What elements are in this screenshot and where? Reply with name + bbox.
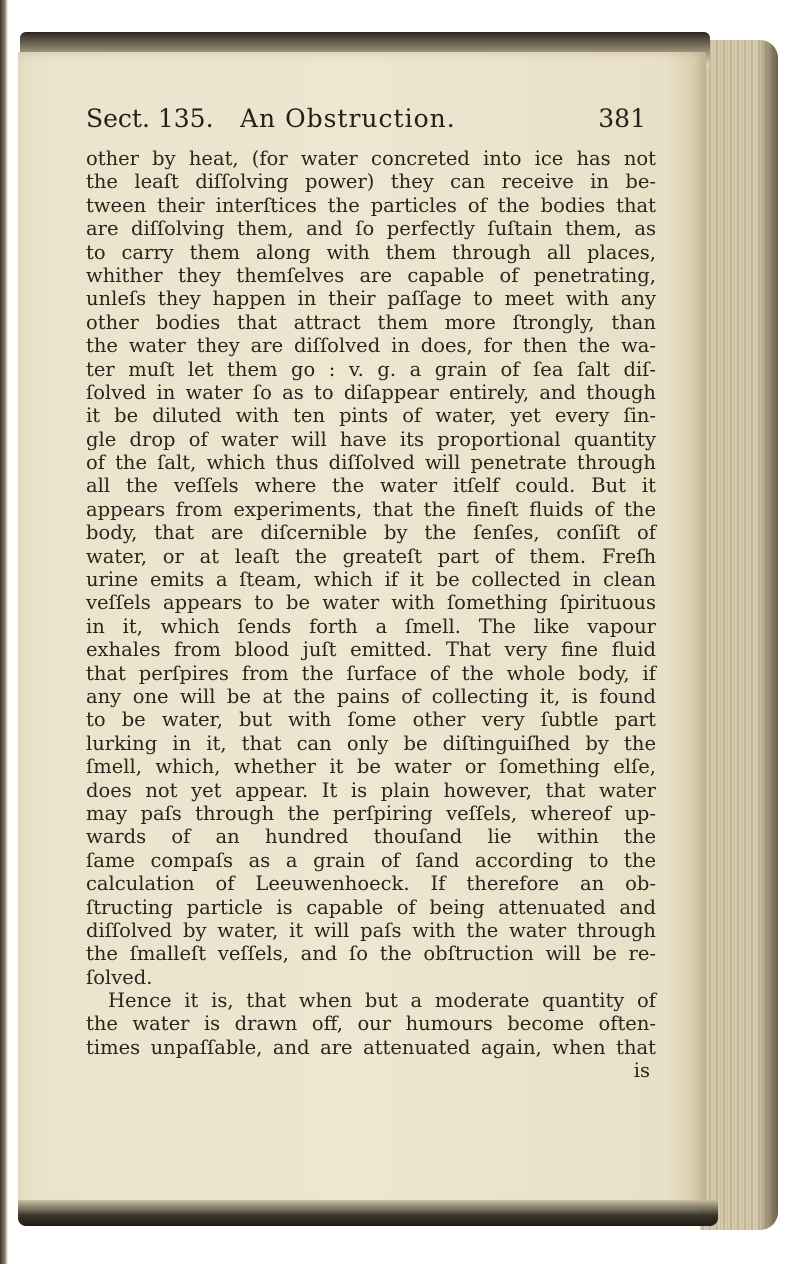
text-line: lurking in it, that can only be diſtinguiſhed by the [86, 731, 656, 755]
text-line: ter muſt let them go : v. g. a grain of ſea ſalt diſ- [86, 357, 656, 381]
text-line: water, or at leaſt the greateſt part of them. Freſh [86, 544, 656, 568]
text-line: the ſmalleſt veſſels, and ſo the obſtruction will be re- [86, 942, 656, 966]
catchword: is [633, 1059, 650, 1083]
text-line: ſtructing particle is capable of being attenuated and [86, 895, 656, 919]
text-line: any one will be at the pains of collecting it, is found [86, 684, 656, 708]
text-line: urine emits a ſteam, which if it be collected in clean [86, 568, 656, 592]
text-line: wards of an hundred thouſand lie within the [86, 825, 656, 849]
section-number: Sect. 135. [86, 104, 214, 133]
text-line: to be water, but with ſome other very ſubtle part [86, 708, 656, 732]
text-line: exhales from blood juſt emitted. That very fine fluid [86, 638, 656, 662]
text-line: all the veſſels where the water itſelf could. But it [86, 474, 656, 498]
text-line: ſolved in water ſo as to diſappear entirely, and though [86, 380, 656, 404]
running-head [86, 104, 646, 144]
text-line: other by heat, (for water concreted into ice has not [86, 147, 656, 170]
text-line: the leaſt diſſolving power) they can receive in be- [86, 170, 656, 194]
text-line: calculation of Leeuwenhoeck. If therefore an ob- [86, 872, 656, 896]
text-line: times unpaſſable, and are attenuated again, when that [86, 1035, 656, 1059]
text-line: of the ſalt, which thus diſſolved will penetrate through [86, 451, 656, 475]
body-text [86, 147, 656, 1083]
text-line: tween their interſtices the particles of the bodies that [86, 193, 656, 217]
text-line: other bodies that attract them more ſtrongly, than [86, 310, 656, 334]
text-line: veſſels appears to be water with ſomething ſpirituous [86, 591, 656, 615]
text-line: whither they themſelves are capable of penetrating, [86, 263, 656, 287]
running-title: An Obstruction. [240, 104, 456, 133]
text-line: the water is drawn off, our humours become often- [86, 1012, 656, 1036]
text-line: Hence it is, that when but a moderate quantity of [108, 989, 656, 1013]
text-line: that perſpires from the ſurface of the whole body, if [86, 661, 656, 685]
text-line: appears from experiments, that the fineſt fluids of the [86, 497, 656, 521]
text-line: unleſs they happen in their paſſage to meet with any [86, 287, 656, 311]
text-line: to carry them along with them through all places, [86, 240, 656, 264]
bottom-edge-shadow [18, 1200, 718, 1226]
text-line: does not yet appear. It is plain however, that water [86, 778, 656, 802]
text-line: ſolved. [86, 965, 153, 989]
left-binding-edge [0, 0, 8, 1264]
text-line: in it, which ſends forth a ſmell. The like vapour [86, 614, 656, 638]
text-line: are diſſolving them, and ſo perfectly ſuſtain them, as [86, 217, 656, 241]
text-line: it be diluted with ten pints of water, yet every ſin- [86, 404, 656, 428]
text-line: the water they are diſſolved in does, for then the wa- [86, 334, 656, 358]
text-line: may paſs through the perſpiring veſſels, whereof up- [86, 801, 656, 825]
text-line: body, that are diſcernible by the ſenſes, conſiſt of [86, 521, 656, 545]
page-number: 381 [598, 104, 646, 133]
text-line: ſmell, which, whether it be water or ſomething elſe, [86, 755, 656, 779]
text-line: ſame compaſs as a grain of ſand according to the [86, 848, 656, 872]
text-line: gle drop of water will have its proportional quantity [86, 427, 656, 451]
fore-edge [700, 40, 778, 1230]
text-line: diſſolved by water, it will paſs with the water through [86, 918, 656, 942]
